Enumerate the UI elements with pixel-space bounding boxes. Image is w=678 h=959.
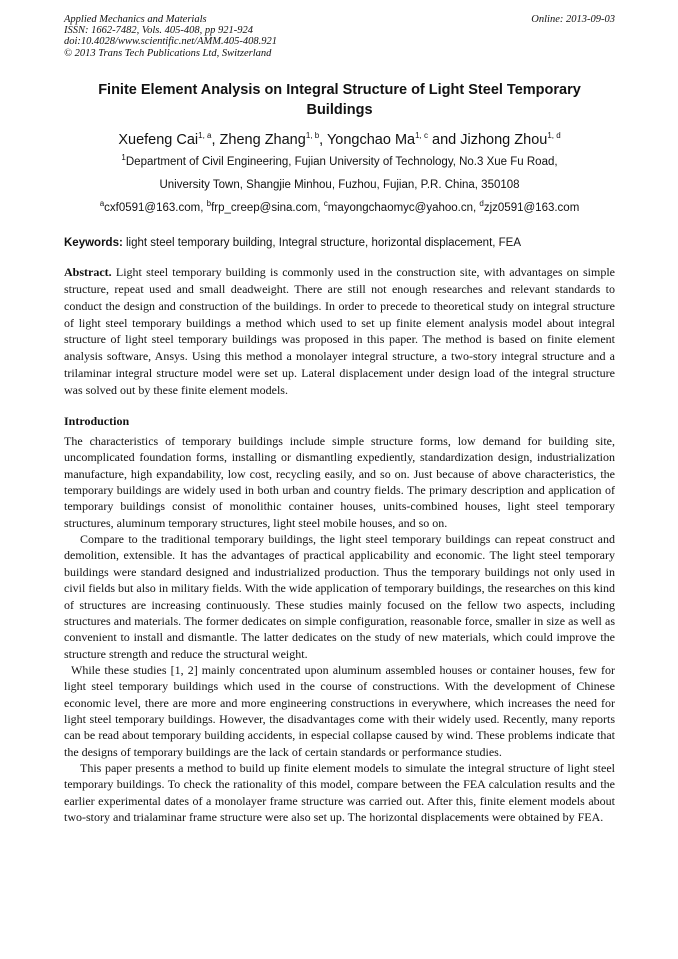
author-list: [64, 130, 615, 150]
author-name: Jizhong Zhou: [460, 131, 548, 148]
email-address[interactable]: frp_creep@sina.com: [211, 201, 318, 214]
author-and: and: [428, 131, 461, 148]
email-address[interactable]: cxf0591@163.com: [104, 201, 201, 214]
abstract-label: Abstract.: [64, 264, 112, 279]
email-sup: c: [323, 198, 328, 208]
author-separator: ,: [319, 131, 327, 148]
abstract: [64, 264, 615, 399]
author-name: Yongchao Ma: [326, 131, 416, 148]
email-sup: d: [479, 198, 484, 208]
online-date: Online: 2013-09-03: [531, 14, 615, 25]
keywords: [64, 235, 615, 251]
affiliation: [64, 151, 615, 197]
intro-paragraph-2: Compare to the traditional temporary buildings, the light steel temporary buildings can repeat construct and demolition, extensible. It has the advantages of practical applicability and economic. The light steel temporary buildings were standard designed and industrialized production. Thus the temporary buildings not only used in civil fields but also in military fields. With the wide application of temporary buildings, the researches on this kind of structures are increasing continuously. These studies mainly focused on the fellow two aspects, including structures and materials. The former dedicates on simple configuration, reasonable force, smaller in size as well as convenient to install and dismantle. The latter dedicates on the study of new materials, which could improve the structure strength and reduce the structural weight.: [64, 532, 615, 661]
affiliation-line-1: [64, 151, 615, 174]
issn-line: ISSN: 1662-7482, Vols. 405-408, pp 921-924: [64, 25, 253, 37]
doi-line[interactable]: doi:10.4028/www.scientific.net/AMM.405-408.921: [64, 36, 277, 48]
paper-title: Finite Element Analysis on Integral Structure of Light Steel Temporary Buildings: [98, 81, 581, 118]
email-sup: b: [206, 198, 212, 208]
author-affil-sup: 1, b: [305, 130, 320, 140]
copyright-line: © 2013 Trans Tech Publications Ltd, Switzerland: [64, 47, 272, 59]
email-address[interactable]: mayongchaomyc@yahoo.cn: [327, 201, 474, 214]
author-affil-sup: 1, c: [415, 130, 429, 140]
email-sup: a: [99, 198, 105, 208]
introduction-heading: Introduction: [64, 414, 130, 429]
intro-paragraph-4: This paper presents a method to build up finite element models to simulate the integral structure of light steel temporary buildings. To check the rationality of this model, compare between the FEA calculation results and the earlier experimental dates of a monolayer frame structure was carried out. After this, finite element models about two-story and trialaminar frame structure were also set up. The horizontal displacements were obtained by FEA.: [64, 760, 615, 824]
keywords-label: Keywords:: [64, 236, 123, 249]
affiliation-text-1: Department of Civil Engineering, Fujian University of Technology, No.3 Xue Fu Road,: [125, 155, 558, 168]
intro-paragraph-1: The characteristics of temporary buildings include simple structure forms, low demand for building site, uncomplicated foundation forms, installing or dismantling expediently, standardization design, industrialization manufacture, high expandability, low cost, recycling easily, and so on. Just because of above characteristics, the temporary buildings are widely used in both urban and country fields. The primary description and application of temporary buildings consist of monolithic container houses, units-combined houses, light steel temporary structures, aluminum temporary structures, light steel mobile houses, and so on.: [64, 434, 615, 530]
affiliation-line-2: University Town, Shangjie Minhou, Fuzhou, Fujian, P.R. China, 350108: [159, 178, 520, 191]
author-affil-sup: 1, d: [547, 130, 561, 140]
intro-paragraph-3: While these studies [1, 2] mainly concentrated upon aluminum assembled houses or container houses, few for light steel temporary buildings which used in the course of constructions. With the development of Chinese economic level, there are more and more engineering constructions in everywhere, which increases the need for light steel temporary buildings. However, the disadvantages come with their widely used. Recently, many reports can be read about temporary building accidents, in especial collapse caused by wind. These problems indicate that the designs of temporary buildings are the lack of certain standards or performance studies.: [64, 662, 615, 759]
author-name: Zheng Zhang: [219, 131, 306, 148]
journal-name: Applied Mechanics and Materials: [64, 14, 207, 25]
author-separator: ,: [211, 131, 220, 148]
email-address[interactable]: zjz0591@163.com: [483, 201, 580, 214]
author-name: Xuefeng Cai: [118, 131, 199, 148]
abstract-text: Light steel temporary building is commonly used in the construction site, with advantages on simple structure, repeat used and small deadweight. There are still not enough researches and relevant standards to conduct the design and construction of the buildings. In order to precede to theoretical study on integral structure of light steel temporary buildings a method which used to set up finite element analysis model about integral structure of light steel temporary buildings was proposed in this paper. The method is based on finite element analysis software, Ansys. Using this method a monolayer integral structure, a two-story integral structure and a trilaminar integral structure model were set up. Lateral displacement under design load of the integral structure was solved out by these finite element models.: [64, 264, 615, 398]
affiliation-sup: 1: [121, 152, 126, 162]
journal-header: [64, 14, 615, 59]
author-affil-sup: 1, a: [198, 130, 212, 140]
keywords-text: light steel temporary building, Integral structure, horizontal displacement, FEA: [122, 236, 522, 249]
email-list: $^a$cxf0591@163.com, $^b$frp_creep@sina.com, $^c$mayongchaomyc@yahoo.cn, $^d$zjz0591@163.com: [99, 198, 580, 214]
paper-page: [64, 14, 615, 825]
